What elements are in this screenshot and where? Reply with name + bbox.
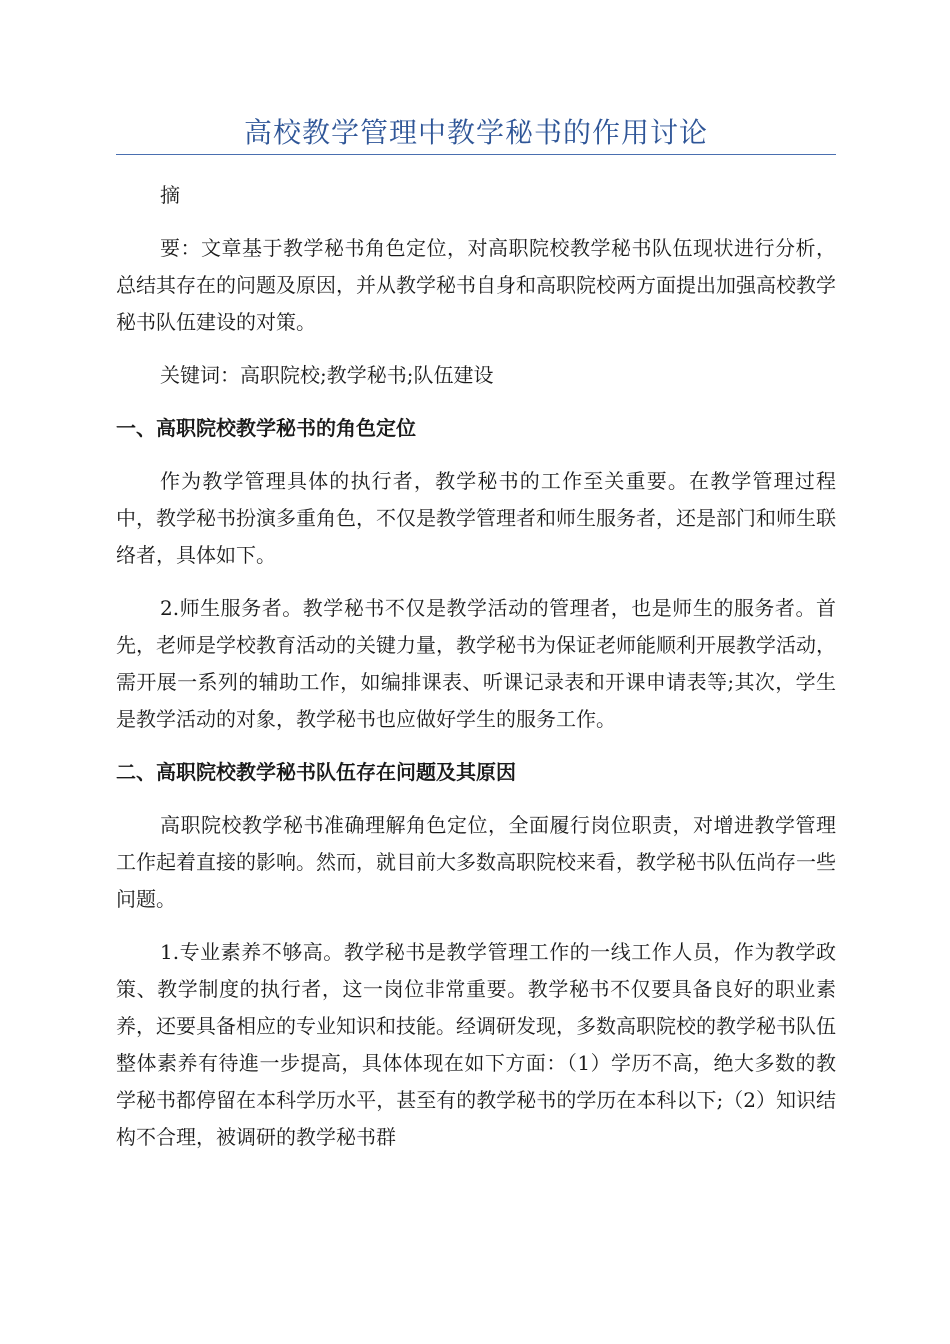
document-title: 高校教学管理中教学秘书的作用讨论 [243, 116, 708, 149]
section-heading-1: 一、高职院校教学秘书的角色定位 [116, 416, 416, 440]
title-underline [116, 154, 836, 155]
keywords: 关键词：高职院校;教学秘书;队伍建设 [160, 363, 494, 387]
section2-paragraph-1: 高职院校教学秘书准确理解角色定位，全面履行岗位职责，对增进教学管理工作起着直接的影响。然而，就目前大多数高职院校来看，教学秘书队伍尚存一些问题。 [116, 813, 836, 911]
section2-paragraph-2: 1.专业素养不够高。教学秘书是教学管理工作的一线工作人员，作为教学政策、教学制度的执行者，这一岗位非常重要。教学秘书不仅要具备良好的职业素养，还要具备相应的专业知识和技能。经调研发现，多数高职院校的教学秘书队伍整体素养有待進一步提高，具体体现在如下方面：（1）学历不高，绝大多数的教学秘书都停留在本科学历水平，甚至有的教学秘书的学历在本科以下;（2）知识结构不合理，被调研的教学秘书群 [116, 940, 836, 1149]
section1-paragraph-1: 作为教学管理具体的执行者，教学秘书的工作至关重要。在教学管理过程中，教学秘书扮演多重角色，不仅是教学管理者和师生服务者，还是部门和师生联络者，具体如下。 [116, 469, 836, 567]
abstract-label: 摘 [160, 183, 180, 207]
section1-paragraph-2: 2.师生服务者。教学秘书不仅是教学活动的管理者，也是师生的服务者。首先，老师是学校教育活动的关键力量，教学秘书为保证老师能顺利开展教学活动，需开展一系列的辅助工作，如编排课表、听课记录表和开课申请表等;其次，学生是教学活动的对象，教学秘书也应做好学生的服务工作。 [116, 596, 836, 731]
document-page [116, 0, 836, 1156]
abstract-text: 要：文章基于教学秘书角色定位，对高职院校教学秘书队伍现状进行分析，总结其存在的问题及原因，并从教学秘书自身和高职院校两方面提出加强高校教学秘书队伍建设的对策。 [116, 236, 836, 334]
section-heading-2: 二、高职院校教学秘书队伍存在问题及其原因 [116, 760, 516, 784]
